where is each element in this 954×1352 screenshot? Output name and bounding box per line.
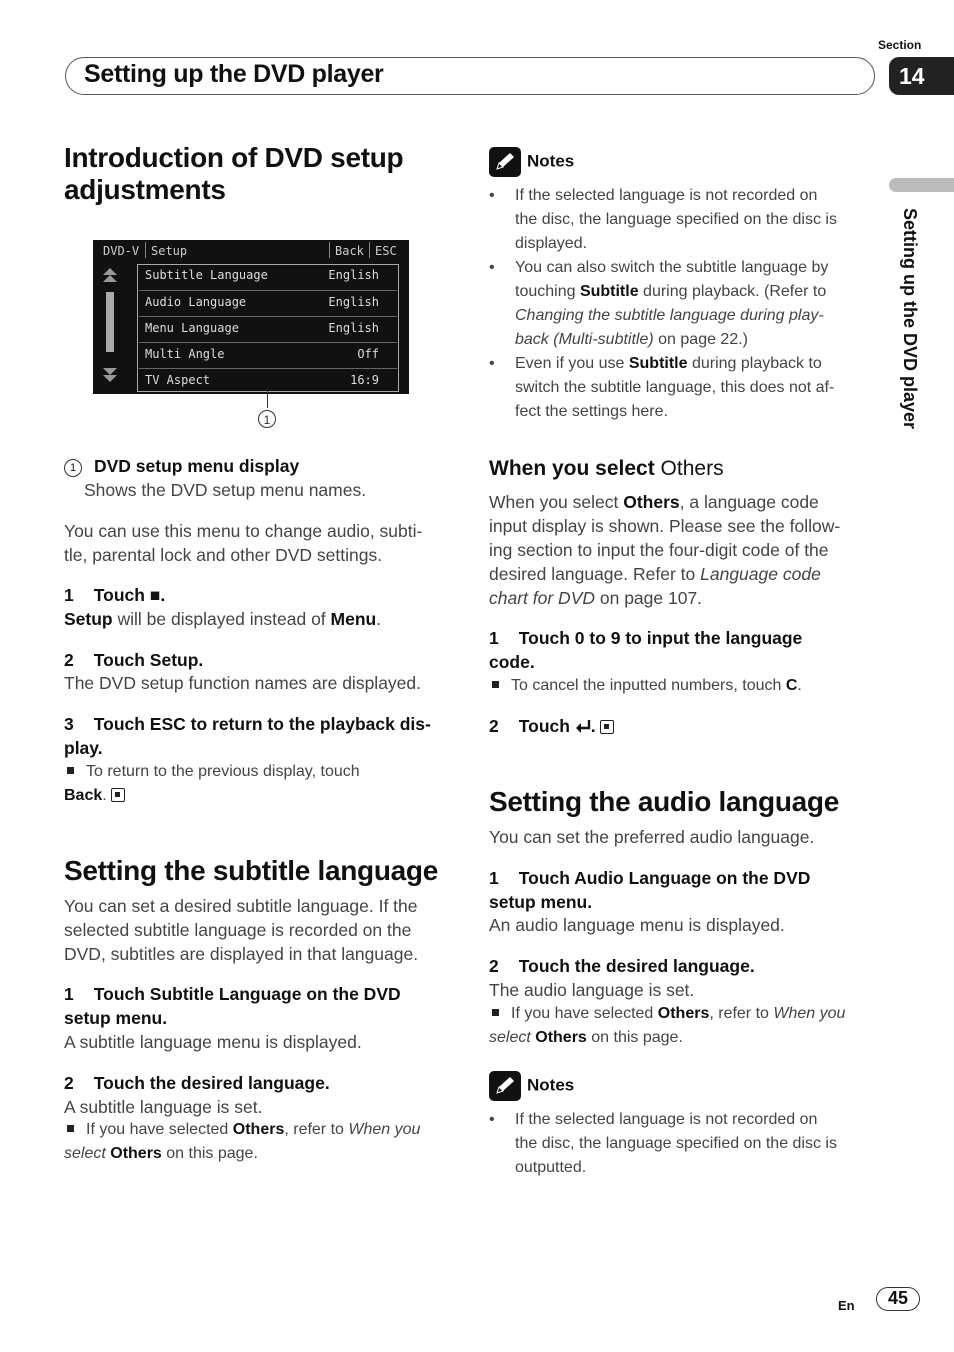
subtitle-heading: Setting the subtitle language (64, 855, 438, 886)
bullet-square-icon (67, 767, 74, 774)
end-mark-icon (600, 720, 614, 734)
divider (145, 242, 146, 258)
intro-step-3: 3 Touch ESC to return to the playback dis- play. (64, 714, 431, 758)
screen-mode: DVD-V (103, 244, 140, 258)
screen-row-angle[interactable]: Multi Angle Off (139, 342, 397, 367)
intro-step-1-detail: Setup will be displayed instead of Menu. (64, 609, 382, 629)
intro-step-1: 1 Touch ■. (64, 585, 166, 605)
end-mark-icon (111, 788, 125, 802)
side-tab (890, 208, 920, 468)
side-tab-marker (889, 178, 954, 192)
audio-step-2: 2 Touch the desired language. (489, 956, 755, 976)
screen-row-aspect[interactable]: TV Aspect 16:9 (139, 368, 397, 393)
screen-scrollbar[interactable] (101, 266, 119, 386)
scroll-arrows-icon (101, 266, 119, 386)
divider (329, 242, 330, 258)
callout-num: 1 (64, 459, 82, 477)
notes-heading-2: Notes (489, 1071, 574, 1101)
bullet-square-icon (492, 681, 499, 688)
divider (369, 242, 370, 258)
subtitle-step-1: 1 Touch Subtitle Language on the DVD setup menu. (64, 984, 401, 1028)
audio-paragraph: You can set the preferred audio language. (489, 827, 815, 847)
others-step-1: 1 Touch 0 to 9 to input the language code. (489, 628, 803, 672)
audio-heading: Setting the audio language (489, 786, 839, 817)
notes-heading-1: Notes (489, 147, 574, 177)
subtitle-paragraph: You can set a desired subtitle language. If the selected subtitle language is recorded on the DVD, subtitles are displayed in that language. (64, 896, 419, 964)
screen-esc-button[interactable]: ESC (375, 244, 397, 258)
screen-title: Setup (151, 244, 188, 258)
screen-top-bar (93, 240, 409, 262)
screen-row-menu[interactable]: Menu Language English (139, 316, 397, 341)
intro-step-3-note: To return to the previous display, touch Back. (64, 763, 360, 804)
list-item: • Even if you use Subtitle during playback to switch the subtitle language, this does not af- fect the settings here. (489, 355, 835, 420)
audio-step-2-note: If you have selected Others, refer to When you select Others on this page. (489, 1005, 846, 1046)
enter-icon (575, 719, 591, 733)
callout-line (267, 390, 268, 408)
screen-row-subtitle[interactable]: Subtitle Language English (145, 268, 379, 282)
bullet-square-icon (67, 1125, 74, 1132)
others-heading: When you select Others (489, 457, 724, 480)
screen-row-audio[interactable]: Audio Language English (139, 290, 397, 315)
callout-item-title: 1 DVD setup menu display (64, 454, 464, 478)
page-number: 45 (876, 1287, 920, 1311)
others-paragraph: When you select Others, a language code input display is shown. Please see the follow- ing section to input the four-digit code of the desired language. Refer to Language code chart for DVD on page 107. (489, 492, 841, 608)
language-code: En (838, 1298, 855, 1313)
audio-step-1: 1 Touch Audio Language on the DVD setup menu. (489, 868, 811, 912)
subtitle-step-2: 2 Touch the desired language. (64, 1073, 330, 1093)
subtitle-step-2-detail: A subtitle language is set. (64, 1097, 263, 1117)
page-header-title: Setting up the DVD player (84, 60, 384, 88)
notes-pencil-icon (489, 147, 521, 177)
notes-list-2: • If the selected language is not recorded on the disc, the language specified on the disc is outputted. (489, 1111, 837, 1176)
section-number-badge: 14 (889, 57, 954, 95)
notes-list-1 (489, 184, 879, 424)
bullet-square-icon (492, 1009, 499, 1016)
side-tab-label: Setting up the DVD player (900, 208, 920, 430)
list-item: • If the selected language is not recorded on the disc, the language specified on the disc is displayed. (489, 187, 837, 252)
subtitle-step-2-note: If you have selected Others, refer to When you select Others on this page. (64, 1121, 421, 1162)
others-step-1-note: To cancel the inputted numbers, touch C. (489, 674, 802, 698)
screen-back-button[interactable]: Back (335, 244, 364, 258)
audio-step-2-detail: The audio language is set. (489, 980, 695, 1000)
audio-step-1-detail: An audio language menu is displayed. (489, 915, 785, 935)
intro-step-2-detail: The DVD setup function names are displayed. (64, 673, 421, 693)
intro-heading: Introduction of DVD setup adjustments (64, 142, 404, 205)
section-label: Section (878, 38, 922, 52)
intro-step-2: 2 Touch Setup. (64, 650, 204, 670)
callout-item-desc: Shows the DVD setup menu names. (84, 480, 367, 500)
callout-marker: 1 (258, 410, 276, 428)
notes-pencil-icon (489, 1071, 521, 1101)
others-step-2: 2 Touch . (489, 714, 614, 738)
list-item: • You can also switch the subtitle language by touching Subtitle during playback. (Refer to Changing the subtitle language during play- back (Multi-subtitle) on page 22.) (489, 259, 829, 348)
dvd-setup-screen (93, 240, 409, 394)
intro-paragraph: You can use this menu to change audio, subti- tle, parental lock and other DVD settings. (64, 521, 423, 565)
subtitle-step-1-detail: A subtitle language menu is displayed. (64, 1032, 362, 1052)
